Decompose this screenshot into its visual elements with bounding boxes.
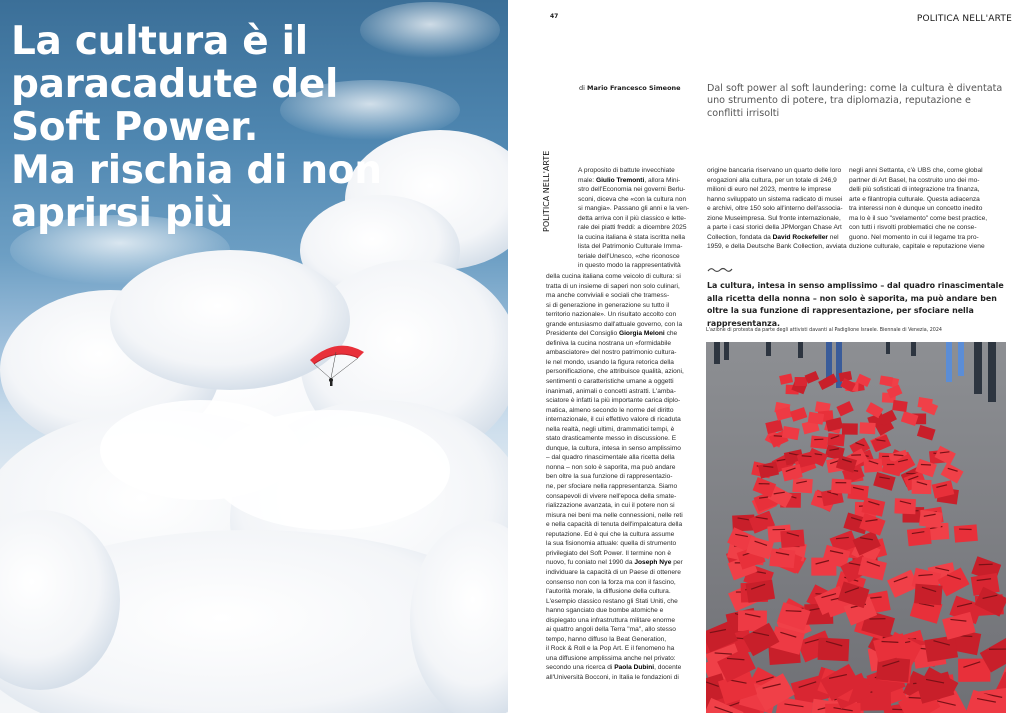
- body-text-line: le nel mondo, usando la figura retorica della: [546, 358, 674, 366]
- body-text-line: una diffusione amplissima anche nel privato:: [546, 654, 676, 662]
- protest-photo: [706, 342, 1006, 713]
- body-text-line: guono. Nel momento in cui il legame tra pro-: [849, 233, 979, 241]
- body-text-line: il Rock & Roll e la Pop Art. E il fenomeno ha: [546, 645, 675, 653]
- body-text-line: – dal quadro rinascimentale alla ricetta della: [546, 454, 675, 462]
- body-text-line: consapevoli di vivere nell'epoca della smate-: [546, 492, 677, 500]
- red-paper-sheet: [769, 548, 795, 568]
- body-text-line: dunque, la cultura, intesa in senso amplissimo: [546, 444, 681, 452]
- body-text-line: internazionale, il cui effettivo valore di ricaduta: [546, 416, 681, 424]
- body-text-line: Collection, fondata da David Rockefeller nel: [707, 233, 839, 241]
- body-text-line: reputazione. Ed è qui che la cultura assume: [546, 530, 675, 538]
- body-text-line: l'autorità morale, la diffusione della cultura.: [546, 588, 671, 596]
- photo-caption: L'azione di protesta da parte degli attivisti davanti al Padiglione Israele. Biennale di Venezia, 2024: [706, 328, 942, 333]
- parachute-icon: [308, 340, 366, 388]
- person-name: Giorgia Meloni: [618, 330, 665, 338]
- body-text-line: hanno sviluppato un sistema radicato di musei: [707, 195, 843, 203]
- body-text-line: la cucina italiana è stata iscritta nella: [578, 233, 686, 241]
- body-text-line: ambasciatore» del nostro patrimonio cultura-: [546, 349, 677, 357]
- byline-author: Mario Francesco Simeone: [587, 84, 681, 92]
- body-text-line: la sua fisionomia attuale: quella di strumento: [546, 540, 677, 548]
- body-text-line: territorio nazionale». Un risultato accolto con: [546, 311, 677, 319]
- person-name: Giulio Tremonti: [595, 176, 645, 184]
- body-text-line: misura nei beni ma nelle connessioni, nelle reti: [546, 511, 683, 519]
- body-text-line: partner di Art Basel, ha costruito uno dei mo-: [849, 176, 980, 184]
- red-paper-sheet: [954, 524, 978, 542]
- paper-print-line: [989, 648, 1006, 649]
- red-paper-sheet: [827, 433, 844, 446]
- body-text-line: definiva la cucina nostrana un «formidabile: [546, 339, 671, 347]
- body-text-line: lista del Patrimonio Culturale Imma-: [578, 243, 683, 251]
- red-paper-sheet: [907, 527, 932, 546]
- body-text-line: stro dell'Economia nei governi Berlu-: [578, 186, 686, 194]
- person-name: David Rockefeller: [772, 233, 828, 241]
- body-text-line: A proposito di battute invecchiate: [578, 167, 675, 174]
- side-section-label: POLITICA NELL'ARTE: [542, 150, 551, 232]
- body-text-line: secondo una ricerca di Paola Dubini, docente: [546, 664, 682, 672]
- body-text-line: grande entusiasmo dall'attuale governo, con la: [546, 320, 683, 328]
- red-paper-sheet: [914, 584, 942, 605]
- body-text-line: L'esempio classico restano gli Stati Uniti, che: [546, 597, 678, 605]
- body-text-line: delli più sofisticati di integrazione tra finanza,: [849, 186, 980, 194]
- body-column-2: [707, 166, 857, 252]
- headline-line: Ma rischia di non: [11, 148, 382, 193]
- body-text-line: si di generazione in generazione su tutto il: [546, 301, 670, 309]
- body-text-line: origine bancaria riservano un quarto delle loro: [707, 167, 842, 174]
- red-paper-sheet: [831, 479, 851, 494]
- body-text-line: nonna – non solo è saporita, ma può andare: [546, 463, 676, 471]
- body-text-line: con tutti i risvolti problematici che ne conse-: [849, 224, 977, 232]
- body-text-line: ben oltre la sua funzione di rappresentazio-: [546, 473, 673, 481]
- article-headline: [11, 20, 411, 235]
- body-text-line: arte e filantropia culturale. Questa adiacenza: [849, 195, 980, 203]
- body-text-line: consenso non con la forza ma con il fascino,: [546, 578, 676, 586]
- red-paper-sheet: [811, 558, 836, 576]
- headline-line: aprirsi più: [11, 191, 233, 236]
- person-name: Paola Dubini: [614, 664, 655, 672]
- red-paper-sheet: [892, 400, 907, 412]
- pull-quote: La cultura, intesa in senso amplissimo – dal quadro rinascimentale alla ricetta della nonna – non solo è saporita, ma può andare ben oltre la sua funzione di rappresentazione, per sfociare nella rappresentanza.: [707, 281, 1004, 328]
- body-text-line: e nella capacità di tenuta dell'impalcatura della: [546, 521, 683, 529]
- red-paper-sheet: [864, 458, 883, 472]
- byline-prefix: di: [579, 84, 585, 92]
- body-text-line: tratta di un insieme di saperi non solo culinari,: [546, 282, 680, 290]
- body-text-line: all'Università Bocconi, in Italia le fondazioni di: [546, 673, 679, 681]
- body-text-line: sentimenti o caratteristiche umane a oggetti: [546, 378, 674, 386]
- page-number: 47: [550, 13, 559, 20]
- body-text-line: rale dei piatti freddi: a dicembre 2025: [578, 224, 687, 232]
- headline-line: paracadute del: [11, 62, 339, 107]
- body-text-line: negli anni Settanta, c'è UBS che, come global: [849, 167, 983, 174]
- red-paper-sheet: [919, 510, 943, 528]
- body-text-line: in questo modo la rappresentatività: [578, 262, 681, 270]
- body-text-line: dispiegato una infrastruttura militare enorme: [546, 616, 676, 624]
- person-name: Joseph Nye: [634, 559, 672, 567]
- red-paper-sheet: [818, 638, 850, 662]
- right-page-article: [508, 0, 1024, 713]
- body-column-1-top: [578, 166, 698, 271]
- body-text-line: teriale dell'Unesco, «che riconosce: [578, 252, 680, 260]
- red-papers-ground-image: [706, 342, 1006, 713]
- body-text-line: ne, per sfociare nella rappresentanza. Siamo: [546, 483, 678, 491]
- body-column-3: [849, 166, 1009, 252]
- body-text-line: ai quattro angoli della Terra "ma", allo stesso: [546, 626, 676, 634]
- body-text-line: nuovo, fu coniato nel 1990 da Joseph Nye per: [546, 559, 683, 567]
- body-text-line: si mangia». Passano gli anni e la ven-: [578, 205, 690, 213]
- red-paper-sheet: [894, 498, 916, 514]
- body-text-line: sconi, diceva che «con la cultura non: [578, 195, 687, 203]
- red-paper-sheet: [792, 478, 813, 493]
- body-text-line: inanimati, animali o concetti astratti. L'amba-: [546, 387, 676, 395]
- body-text-line: ma lo è il suo "svelamento" come best practice,: [849, 214, 988, 222]
- body-text-line: nella realtà, negli ultimi, drammatici tempi, è: [546, 425, 675, 433]
- red-paper-sheet: [912, 480, 932, 494]
- body-text-line: rializzazione avanzata, in cui il potere non si: [546, 502, 675, 510]
- paper-print-line: [835, 482, 846, 483]
- section-header: POLITICA NELL'ARTE: [916, 14, 1012, 24]
- byline: [579, 84, 681, 92]
- body-text-line: tempo, hanno diffuso la Beat Generation,: [546, 635, 667, 643]
- body-text-line: zione Museimpresa. Sul fronte internazionale,: [707, 214, 841, 222]
- body-text-line: individuare la capacità di un Paese di ottenere: [546, 568, 681, 576]
- body-text-line: personificazione, che attribuisce qualità, azioni,: [546, 368, 684, 376]
- headline-line: La cultura è il: [11, 19, 308, 64]
- article-subtitle: Dal soft power al soft laundering: come la cultura è diventata uno strumento di potere, tra diplomazia, reputazione e conflitti irrisolti: [707, 83, 1003, 119]
- wavy-line-icon: [707, 267, 733, 273]
- body-text-line: male: Giulio Tremonti, allora Mini-: [578, 176, 681, 184]
- body-text-line: stato drasticamente messo in discussione. E: [546, 435, 677, 443]
- body-text-line: duzione culturale, capitale e reputazione viene: [849, 243, 985, 251]
- body-text-line: matica, almeno secondo le norme del diritto: [546, 406, 674, 414]
- body-text-line: ma anche conviviali e sociali che tramess-: [546, 292, 670, 300]
- red-paper-sheet: [842, 423, 858, 435]
- body-text-line: a parte i casi storici della JPMorgan Chase Art: [707, 224, 842, 232]
- red-paper-sheet: [859, 422, 875, 434]
- body-text-line: privilegiato del Soft Power. Il termine non è: [546, 549, 671, 557]
- red-paper-sheet: [795, 377, 808, 386]
- headline-line: Soft Power.: [11, 105, 259, 150]
- body-text-line: 1959, e della Deutsche Bank Collection, avviata: [707, 243, 847, 251]
- body-column-1-bottom: [546, 272, 698, 683]
- body-text-line: tra interessi non è dunque un concetto inedito: [849, 205, 983, 213]
- body-text-line: erogazioni alla cultura, per un totale di 246,9: [707, 176, 837, 184]
- body-text-line: milioni di euro nel 2023, mentre le imprese: [707, 186, 832, 194]
- paper-print-line: [759, 483, 770, 484]
- body-text-line: della cucina italiana come veicolo di cultura: si: [546, 273, 681, 280]
- left-page-cover-photo: [0, 0, 508, 713]
- body-text-line: hanno sganciato due bombe atomiche e: [546, 607, 664, 615]
- red-paper-sheet: [780, 529, 804, 547]
- body-text-line: e archivi, oltre 150 solo all'interno dell'associa-: [707, 205, 843, 213]
- body-text-line: detta arriva con il più classico e lette-: [578, 214, 687, 222]
- body-text-line: sciatore è infatti la più importante carica diplo-: [546, 397, 681, 405]
- body-text-line: Presidente del Consiglio Giorgia Meloni che: [546, 330, 678, 338]
- red-paper-sheet: [810, 435, 828, 449]
